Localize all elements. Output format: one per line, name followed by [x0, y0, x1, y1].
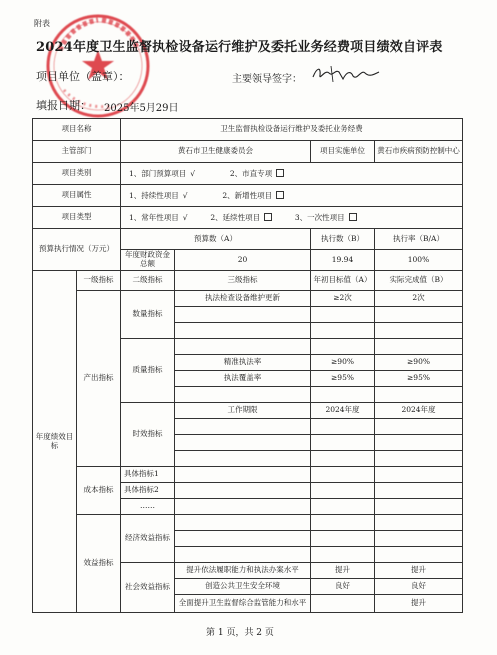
report-date-value: 2025年5月29日: [104, 103, 179, 114]
s3-name: 全面提升卫生监督综合监管能力和水平: [175, 595, 311, 613]
cost-item-2: 具体指标2: [121, 483, 175, 499]
impl-unit-label: 项目实施单位: [311, 141, 375, 163]
q1-name: 执法检查设备维护更新: [175, 291, 311, 307]
type-option-2: 2、延续性项目: [210, 212, 261, 222]
project-name-value: 卫生监督执检设备运行维护及委托业务经费: [121, 119, 463, 141]
annual-goal-label: 年度绩效目标: [33, 271, 77, 613]
category-options: [121, 163, 463, 185]
s2-actual: 良好: [375, 579, 463, 595]
benefit-indicator-label: 效益指标: [77, 515, 121, 613]
budget-label: 预算执行情况（万元）: [33, 229, 121, 271]
s3-actual: 提升: [375, 595, 463, 613]
leader-signature-label: 主要领导签字：: [232, 74, 302, 85]
s1-actual: 提升: [375, 563, 463, 579]
header-level1: 一级指标: [77, 271, 121, 291]
budget-col-b: 执行数（B）: [311, 229, 375, 250]
budget-value: 20: [175, 250, 311, 271]
dept-label: 主管部门: [33, 141, 121, 163]
type-option-3: 3、一次性项目: [294, 212, 345, 222]
s2-name: 创造公共卫生安全环境: [175, 579, 311, 595]
unit-label: 项目单位（盖章）：: [36, 70, 130, 83]
rate-value: 100%: [375, 250, 463, 271]
page-title: 2024年度卫生监督执检设备运行维护及委托业务经费项目绩效自评表: [36, 40, 443, 55]
s2-target: 良好: [311, 579, 375, 595]
checkbox-icon: [264, 213, 272, 221]
cost-item-ellipsis: ……: [121, 499, 175, 515]
handwritten-signature: [311, 63, 381, 85]
budget-row-label: 年度财政资金总额: [121, 250, 175, 271]
t1-actual: 2024年度: [375, 403, 463, 419]
check-mark: √: [182, 212, 188, 222]
cost-item-1: 具体指标1: [121, 467, 175, 483]
ql2-name: 执法覆盖率: [175, 371, 311, 387]
social-benefit-label: 社会效益指标: [121, 563, 175, 613]
header-level2: 二级指标: [121, 271, 175, 291]
page-number: 第 1 页，共 2 页: [206, 628, 274, 638]
attr-option-1: 1、持续性项目: [129, 190, 179, 200]
type-options: [121, 207, 463, 229]
ql1-target: ≥90%: [311, 355, 375, 371]
s3-target: [311, 595, 375, 613]
ql2-target: ≥95%: [311, 371, 375, 387]
attr-label: 项目属性: [33, 185, 121, 207]
category-label: 项目类别: [33, 163, 121, 185]
s1-target: 提升: [311, 563, 375, 579]
output-indicator-label: 产出指标: [77, 291, 121, 467]
impl-unit-value: 黄石市疾病预防控制中心: [375, 141, 463, 163]
header-level3: 三级指标: [175, 271, 311, 291]
checkbox-icon: [276, 191, 284, 199]
header-target: 年初目标值（A）: [311, 271, 375, 291]
t1-target: 2024年度: [311, 403, 375, 419]
category-option-1: 1、部门预算项目: [129, 168, 187, 178]
quality-indicator-label: 质量指标: [121, 339, 175, 403]
s1-name: 提升依法履职能力和执法办案水平: [175, 563, 311, 579]
time-indicator-label: 时效指标: [121, 403, 175, 467]
attr-option-2: 2、新增性项目: [222, 190, 273, 200]
checkbox-icon: [276, 169, 284, 177]
ql2-actual: ≥95%: [375, 371, 463, 387]
budget-col-a: 预算数（A）: [121, 229, 311, 250]
q1-actual: 2次: [375, 291, 463, 307]
checkbox-icon: [349, 213, 357, 221]
evaluation-table: [32, 118, 463, 613]
type-option-1: 1、常年性项目: [129, 212, 179, 222]
quantity-indicator-label: 数量指标: [121, 291, 175, 339]
economic-benefit-label: 经济效益指标: [121, 515, 175, 563]
dept-value: 黄石市卫生健康委员会: [121, 141, 311, 163]
ql1-name: 精准执法率: [175, 355, 311, 371]
check-mark: √: [182, 190, 188, 200]
check-mark: √: [190, 168, 196, 178]
attr-options: [121, 185, 463, 207]
project-name-label: 项目名称: [33, 119, 121, 141]
header-actual: 实际完成值（B）: [375, 271, 463, 291]
q1-target: ≥2次: [311, 291, 375, 307]
exec-value: 19.94: [311, 250, 375, 271]
ql1-actual: ≥90%: [375, 355, 463, 371]
report-date-label: 填报日期：: [36, 99, 91, 112]
category-option-2: 2、市直专项: [229, 168, 273, 178]
type-label: 项目类型: [33, 207, 121, 229]
cost-indicator-label: 成本指标: [77, 467, 121, 515]
annex-label: 附表: [34, 19, 50, 28]
t1-name: 工作期限: [175, 403, 311, 419]
budget-col-rate: 执行率（B/A）: [375, 229, 463, 250]
